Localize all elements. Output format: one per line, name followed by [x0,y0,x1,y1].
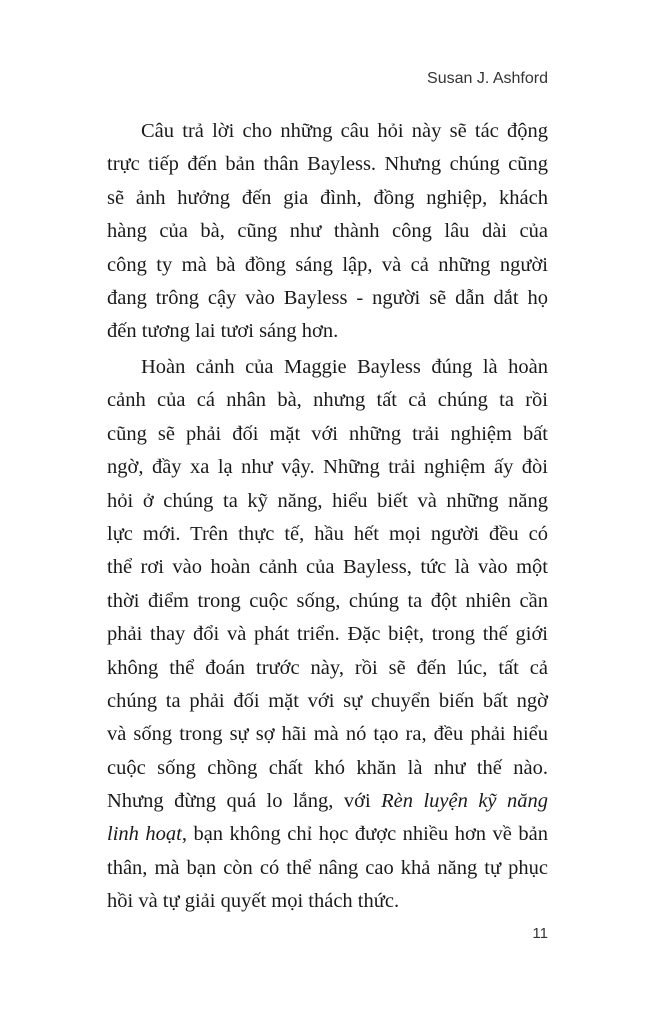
text-line [107,818,548,851]
text-line [107,315,548,348]
text-line [107,752,548,785]
text-line [107,249,548,282]
text-line [107,585,548,618]
text-segment: hàng của bà, cũng như thành công lâu dài của [107,220,548,243]
text-segment: hồi và tự giải quyết mọi thách thức. [107,890,400,913]
text-line [107,551,548,584]
page-number: 11 [532,925,548,942]
text-line [107,785,548,818]
running-head: Susan J. Ashford [427,70,548,87]
text-line [107,182,548,215]
text-line [107,115,548,148]
text-line [107,852,548,885]
book-title-italic: Rèn luyện kỹ năng [381,790,549,813]
text-segment: phải thay đổi và phát triển. Đặc biệt, trong thế giới [107,623,548,646]
text-segment: công ty mà bà đồng sáng lập, và cả những người [107,253,548,276]
text-segment: Hoàn cảnh của Maggie Bayless đúng là hoàn [141,356,548,378]
text-segment: , bạn không chỉ học được nhiều hơn về bản [181,823,548,846]
text-line [107,215,548,248]
text-line [107,618,548,651]
text-line [107,885,548,918]
text-line [107,451,548,484]
text-segment: Nhưng đừng quá lo lắng, với [107,790,382,813]
text-segment: sẽ ảnh hưởng đến gia đình, đồng nghiệp, khách [107,186,548,209]
text-segment: và sống trong sự sợ hãi mà nó tạo ra, đều phải hiểu [107,723,548,746]
text-segment: cảnh của cá nhân bà, nhưng tất cả chúng ta rồi [107,389,548,412]
text-segment: lực mới. Trên thực tế, hầu hết mọi người đều có [107,522,548,545]
text-line [107,351,548,384]
text-segment: trực tiếp đến bản thân Bayless. Nhưng chúng cũng [107,153,548,176]
text-line [107,148,548,181]
text-segment: hỏi ở chúng ta kỹ năng, hiểu biết và những năng [107,489,548,512]
text-segment: cuộc sống chồng chất khó khăn là như thế nào. [107,756,548,779]
text-line [107,685,548,718]
text-line [107,652,548,685]
text-line [107,485,548,518]
paragraph-2 [107,351,548,919]
text-segment: đang trông cậy vào Bayless - người sẽ dẫn dắt họ [107,286,548,309]
text-segment: đến tương lai tươi sáng hơn. [107,320,339,343]
paragraph-1 [107,115,548,349]
text-line [107,384,548,417]
text-segment: cũng sẽ phải đối mặt với những trải nghiệm bất [107,422,548,445]
text-segment: thân, mà bạn còn có thể nâng cao khả năng tự phục [107,856,548,879]
text-segment: Câu trả lời cho những câu hỏi này sẽ tác động [141,120,548,142]
text-line [107,518,548,551]
text-segment: thể rơi vào hoàn cảnh của Bayless, tức là vào một [107,556,548,579]
text-segment: ngờ, đầy xa lạ như vậy. Những trải nghiệm ấy đòi [107,456,548,479]
text-line [107,418,548,451]
text-line [107,718,548,751]
text-line [107,282,548,315]
text-segment: thời điểm trong cuộc sống, chúng ta đột nhiên cần [107,589,548,612]
text-segment: không thể đoán trước này, rồi sẽ đến lúc, tất cả [107,656,548,679]
text-segment: chúng ta phải đối mặt với sự chuyển biến bất ngờ [107,689,548,712]
book-title-italic: linh hoạt [107,823,182,846]
